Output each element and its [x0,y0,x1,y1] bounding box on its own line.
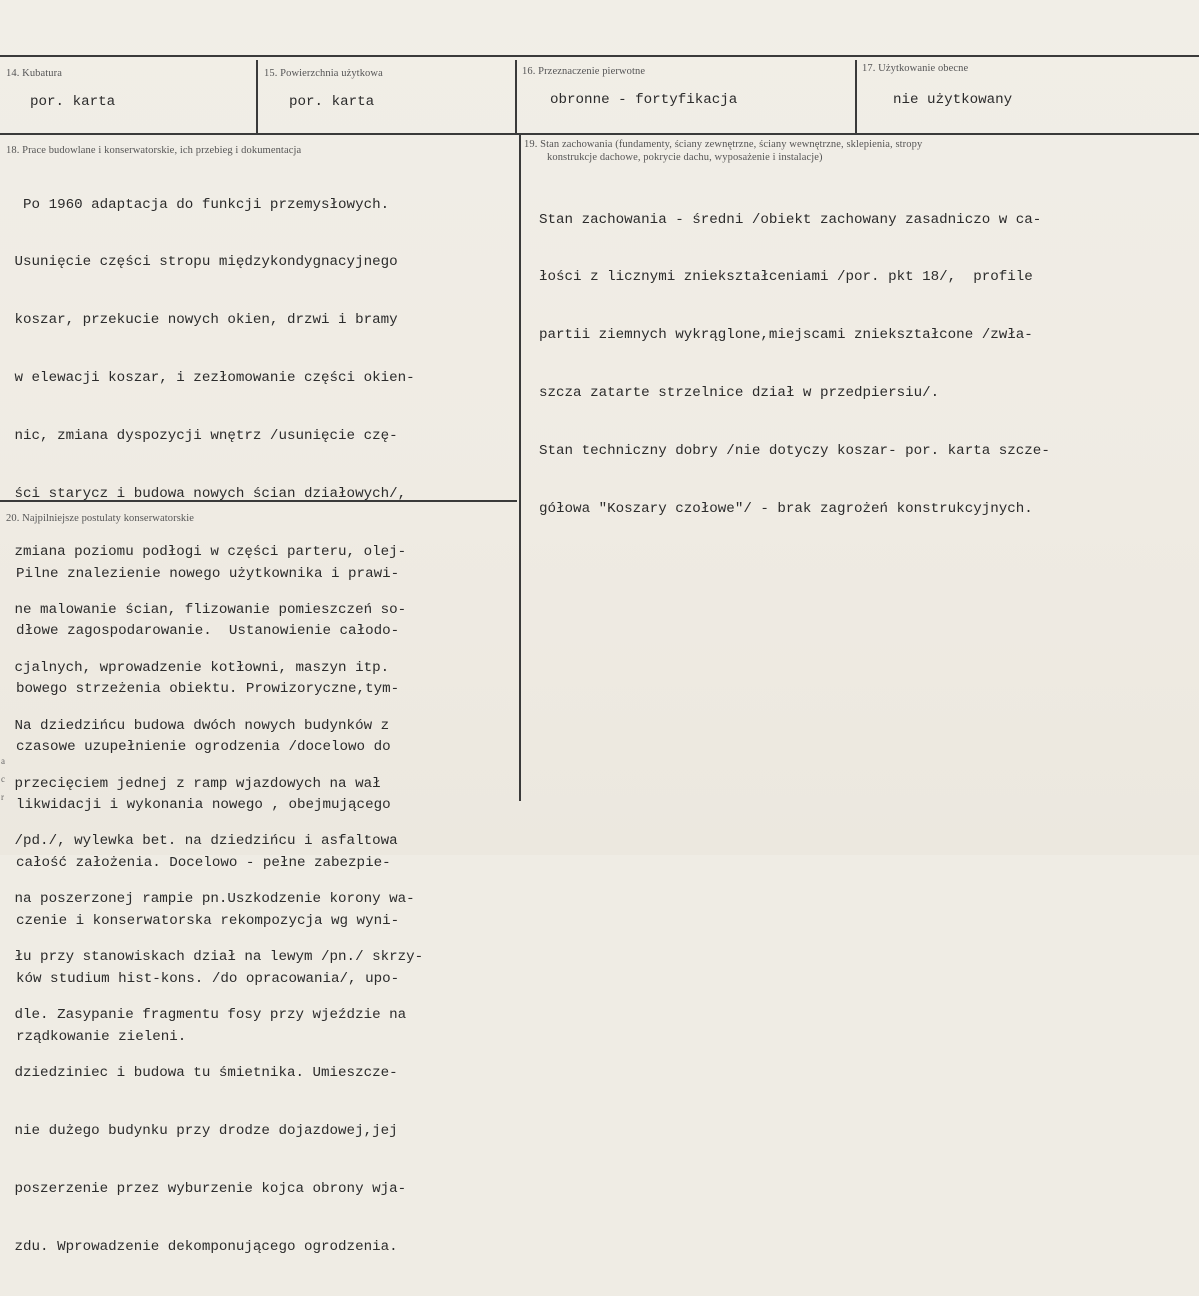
field-18-line: Po 1960 adaptacja do funkcji przemysłowych. [6,196,390,213]
field-18-line: przecięciem jednej z ramp wjazdowych na wał [6,775,381,792]
field-20-line: ków studium hist-kons. /do opracowania/, upo- [16,970,400,987]
field-18-line: zmiana poziomu podłogi w części parteru, olej- [6,543,407,560]
field-18-line: ne malowanie ścian, flizowanie pomieszczeń so- [6,601,407,618]
field-18-line: nic, zmiana dyspozycji wnętrz /usunięcie czę- [6,428,398,445]
left-edge-marks [1,752,5,806]
field-18-line: dziedziniec i budowa tu śmietnika. Umieszcze- [6,1064,398,1081]
field-18-line: łu przy stanowiskach dział na lewym /pn./ skrzy- [6,949,424,966]
field-16-label: 16. Przeznaczenie pierwotne [522,66,646,77]
field-20-label: 20. Najpilniejsze postulaty konserwatorskie [6,513,195,524]
field-15-value: por. karta [289,94,375,110]
field-20-line: Pilne znalezienie nowego użytkownika i prawi- [16,565,400,582]
field-19-text [539,172,1050,558]
field-18-line: dle. Zasypanie fragmentu fosy przy wjeździe na [6,1007,407,1024]
field-19-line: szcza zatarte strzelnice dział w przedpiersiu/. [539,385,940,402]
field-18-line: Na dziedzińcu budowa dwóch nowych budynków z [6,717,390,734]
field-18-line: na poszerzonej rampie pn.Uszkodzenie korony wa- [6,891,415,908]
col-divider-16-17 [855,60,857,133]
top-rule [0,55,1199,57]
field-19-line: łości z licznymi zniekształceniami /por. pkt 18/, profile [539,269,1033,286]
field-20-line: likwidacji i wykonania nowego , obejmującego [16,797,391,814]
field-14-value: por. karta [30,94,116,110]
field-18-line: ści starycz i budowa nowych ścian działowych/, [6,486,407,503]
field-19-line: partii ziemnych wykrąglone,miejscami zniekształcone /zwła- [539,327,1033,344]
col-divider-14-15 [256,60,258,133]
field-20-line: całość założenia. Docelowo - pełne zabezpie- [16,855,391,872]
col-divider-15-16 [515,60,517,133]
field-19-label: 19. Stan zachowania (fundamenty, ściany zewnętrzne, ściany wewnętrzne, sklepienia, stropy [524,139,923,150]
field-18-line: /pd./, wylewka bet. na dziedzińcu i asfaltowa [6,833,398,850]
field-18-line: poszerzenie przez wyburzenie kojca obrony wja- [6,1180,407,1197]
edge-mark: a [1,756,5,766]
field-17-value: nie użytkowany [893,92,1013,108]
field-16-value: obronne - fortyfikacja [550,92,738,108]
edge-mark: r [1,792,4,802]
field-20-text [16,526,399,1086]
field-18-line: koszar, przekucie nowych okien, drzwi i bramy [6,312,398,329]
field-15-label: 15. Powierzchnia użytkowa [264,68,383,79]
field-18-line: cjalnych, wprowadzenie kotłowni, maszyn itp. [6,659,390,676]
field-19-line: Stan techniczny dobry /nie dotyczy koszar- por. karta szcze- [539,443,1050,460]
field-20-line: rządkowanie zieleni. [16,1028,187,1045]
field-19-label-cont: konstrukcje dachowe, pokrycie dachu, wyposażenie i instalacje) [547,152,823,163]
field-18-line: zdu. Wprowadzenie dekomponującego ogrodzenia. [6,1238,398,1255]
field-18-line: Usunięcie części stropu międzykondygnacyjnego [6,254,398,271]
field-20-line: bowego strzeżenia obiektu. Prowizoryczne,tym- [16,681,400,698]
col-divider-main [519,133,521,801]
row-divider-1 [0,133,1199,135]
field-20-line: czasowe uzupełnienie ogrodzenia /docelowo do [16,739,391,756]
field-18-line: nie dużego budynku przy drodze dojazdowej,jej [6,1122,398,1139]
field-18-line: w elewacji koszar, i zezłomowanie części okien- [6,370,415,387]
field-14-label: 14. Kubatura [6,68,63,79]
edge-mark: c [1,774,5,784]
field-17-label: 17. Użytkowanie obecne [862,63,969,74]
field-19-line: gółowa "Koszary czołowe"/ - brak zagrożeń konstrukcyjnych. [539,501,1033,518]
field-20-line: dłowe zagospodarowanie. Ustanowienie całodo- [16,623,400,640]
field-20-line: czenie i konserwatorska rekompozycja wg wyni- [16,912,400,929]
field-19-line: Stan zachowania - średni /obiekt zachowany zasadniczo w ca- [539,211,1042,228]
field-18-label: 18. Prace budowlane i konserwatorskie, ich przebieg i dokumentacja [6,145,302,156]
